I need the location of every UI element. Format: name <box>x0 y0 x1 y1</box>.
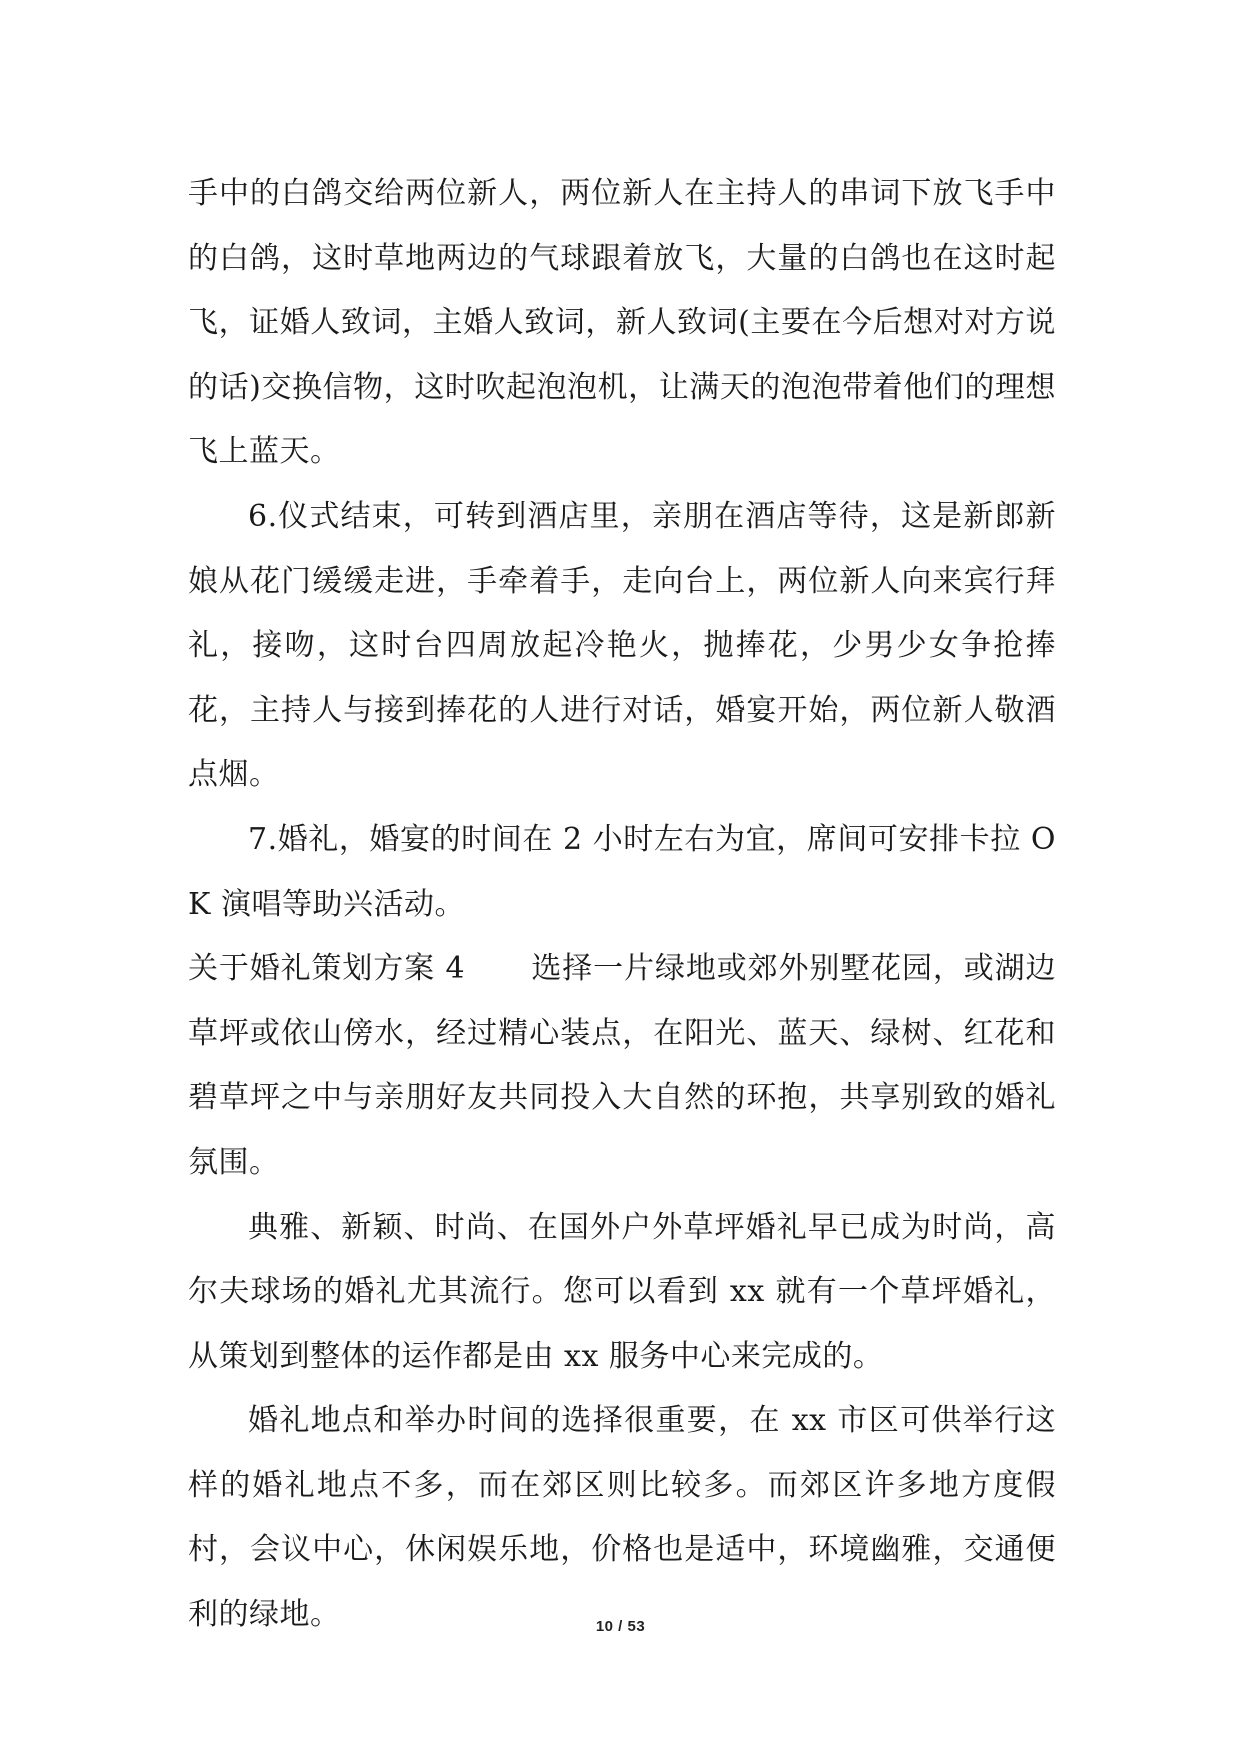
section-title: 关于婚礼策划方案 4 <box>188 951 466 987</box>
paragraph-step-7: 7.婚礼，婚宴的时间在 2 小时左右为宜，席间可安排卡拉 OK 演唱等助兴活动。 <box>188 821 1056 922</box>
document-body <box>188 162 1056 1648</box>
paragraph-elegant-style: 典雅、新颖、时尚、在国外户外草坪婚礼早已成为时尚，高尔夫球场的婚礼尤其流行。您可以看到 xx 就有一个草坪婚礼，从策划到整体的运作都是由 xx 服务中心来完成的。 <box>188 1209 1056 1374</box>
page-number: 10 / 53 <box>595 1618 646 1635</box>
paragraph-step-6: 6.仪式结束，可转到酒店里，亲朋在酒店等待，这是新郎新娘从花门缓缓走进，手牵着手，走向台上，两位新人向来宾行拜礼，接吻，这时台四周放起冷艳火，抛捧花，少男少女争抢捧花，主持人与接到捧花的人进行对话，婚宴开始，两位新人敬酒点烟。 <box>188 498 1056 793</box>
paragraph-venue-choice: 婚礼地点和举办时间的选择很重要，在 xx 市区可供举行这样的婚礼地点不多，而在郊区则比较多。而郊区许多地方度假村，会议中心，休闲娱乐地，价格也是适中，环境幽雅，交通便利的绿地。 <box>188 1403 1056 1633</box>
paragraph-plan-4-intro: 选择一片绿地或郊外别墅花园，或湖边草坪或依山傍水，经过精心装点，在阳光、蓝天、绿树、红花和碧草坪之中与亲朋好友共同投入大自然的环抱，共享别致的婚礼氛围。 <box>188 951 1057 1180</box>
section-heading-plan-4 <box>188 937 1056 1195</box>
paragraph-dove-release: 手中的白鸽交给两位新人，两位新人在主持人的串词下放飞手中的白鸽，这时草地两边的气球跟着放飞，大量的白鸽也在这时起飞，证婚人致词，主婚人致词，新人致词(主要在今后想对对方说的话)交换信物，这时吹起泡泡机，让满天的泡泡带着他们的理想飞上蓝天。 <box>188 176 1056 470</box>
